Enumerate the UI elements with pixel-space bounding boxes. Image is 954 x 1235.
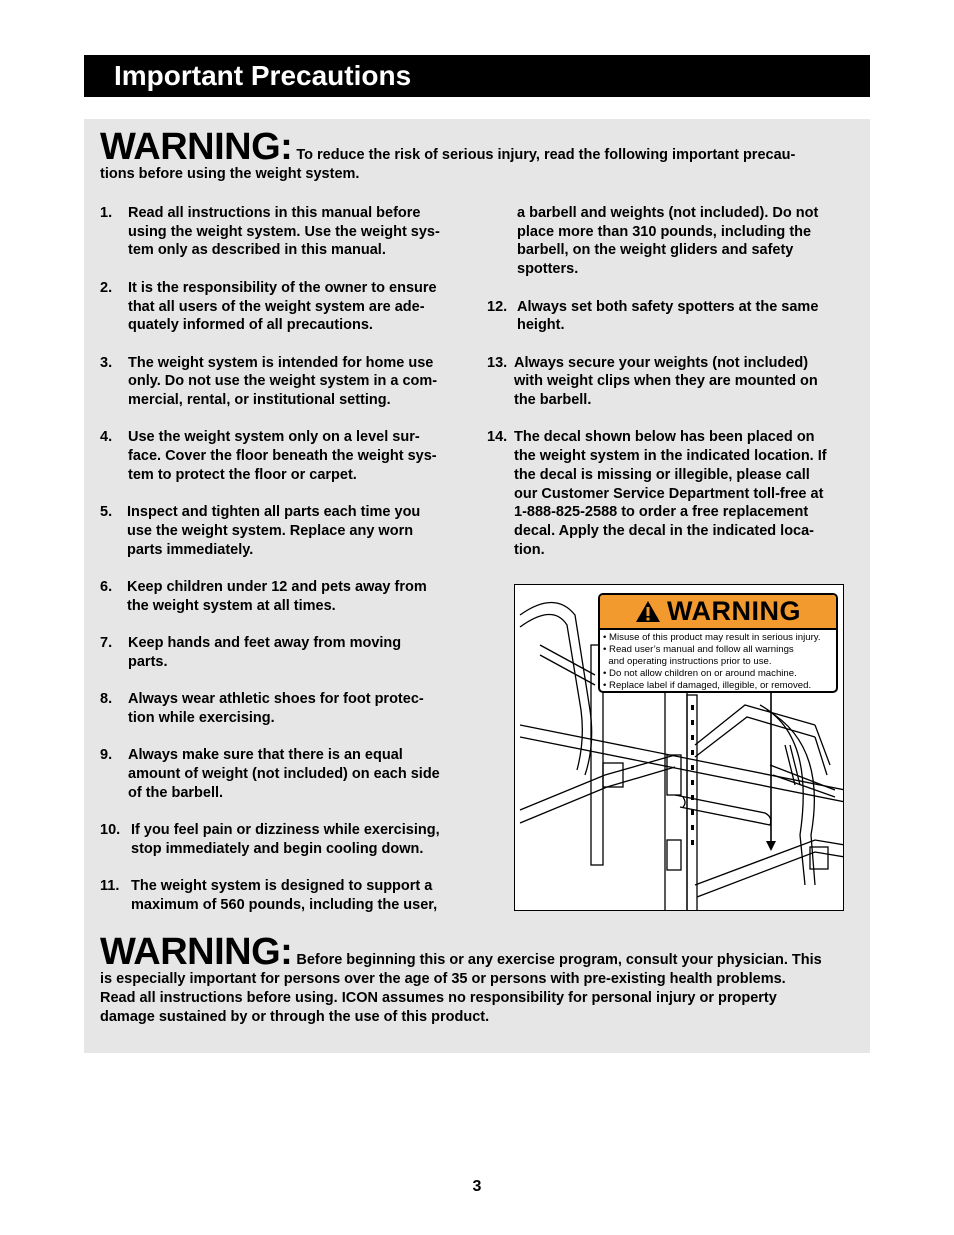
list-item-continuation: a barbell and weights (not included). Do not place more than 310 pounds, including the barbell, on the weight gliders and safety spotters. [517,205,819,278]
warning-triangle-icon [635,600,661,623]
list-item: 14. The decal shown below has been placed on the weight system in the indicated location. If the decal is missing or illegible, please call our Customer Service Department toll-free at 1-888-825-2588 to order a free replacement decal. Apply the decal in the indicated loca- tion. [487,429,827,558]
decal-header [600,595,836,630]
precautions-left-column [100,204,470,933]
warning-decal [598,593,838,693]
list-item: 2. It is the responsibility of the owner to ensure that all users of the weight system are ade- quately informed of all precautions. [100,279,437,334]
list-item: 3. The weight system is intended for home use only. Do not use the weight system in a com- mercial, rental, or institutional setting. [100,354,438,408]
list-item: 8. Always wear athletic shoes for foot protec- tion while exercising. [100,691,424,726]
decal-text: • Misuse of this product may result in serious injury. • Read user’s manual and follow all warnings and operating instructions prior to use. • Do not allow children on or around machine. • Replace label if damaged, illegible, or removed. [603,632,821,691]
page-number: 3 [472,1178,482,1195]
section-title-bar [84,55,870,97]
section-title: Important Precautions [114,60,412,91]
list-item: 9. Always make sure that there is an equal amount of weight (not included) on each side of the barbell. [100,747,440,801]
warning-intro-line1: To reduce the risk of serious injury, read the following important precau- [296,147,796,163]
list-item: 11. The weight system is designed to support a maximum of 560 pounds, including the user, [100,878,438,913]
list-item: 7. Keep hands and feet away from moving parts. [100,635,402,670]
list-item: 1. Read all instructions in this manual before using the weight system. Use the weight sys- tem only as described in this manual. [100,205,440,259]
decal-location-figure [514,584,844,911]
list-item: 13. Always secure your weights (not included) with weight clips when they are mounted on the barbell. [487,354,818,408]
list-item: 4. Use the weight system only on a level sur- face. Cover the floor beneath the weight sys- tem to protect the floor or carpet. [100,429,437,483]
precautions-right-column [487,204,857,578]
warning-intro-line2: tions before using the weight system. [100,166,360,182]
list-item: 6. Keep children under 12 and pets away from the weight system at all times. [100,578,427,614]
warning-word: WARNING: [100,931,293,973]
warning-intro [100,126,856,184]
list-item: 10. If you feel pain or dizziness while exercising, stop immediately and begin cooling down. [100,822,440,857]
list-item: 5. Inspect and tighten all parts each time you use the weight system. Replace any worn parts immediately. [100,504,421,558]
warning-word: WARNING: [100,126,293,168]
warning-physician: WARNING: Before beginning this or any exercise program, consult your physician. This is especially important for persons over the age of 35 or persons with pre-existing health problems. Read all instructions before using. ICON assumes no responsibility for personal injury or property damage sustained by or through the use of this product. [100,931,822,1025]
decal-title: WARNING [667,596,801,626]
list-item: 12. Always set both safety spotters at the same height. [487,298,819,334]
